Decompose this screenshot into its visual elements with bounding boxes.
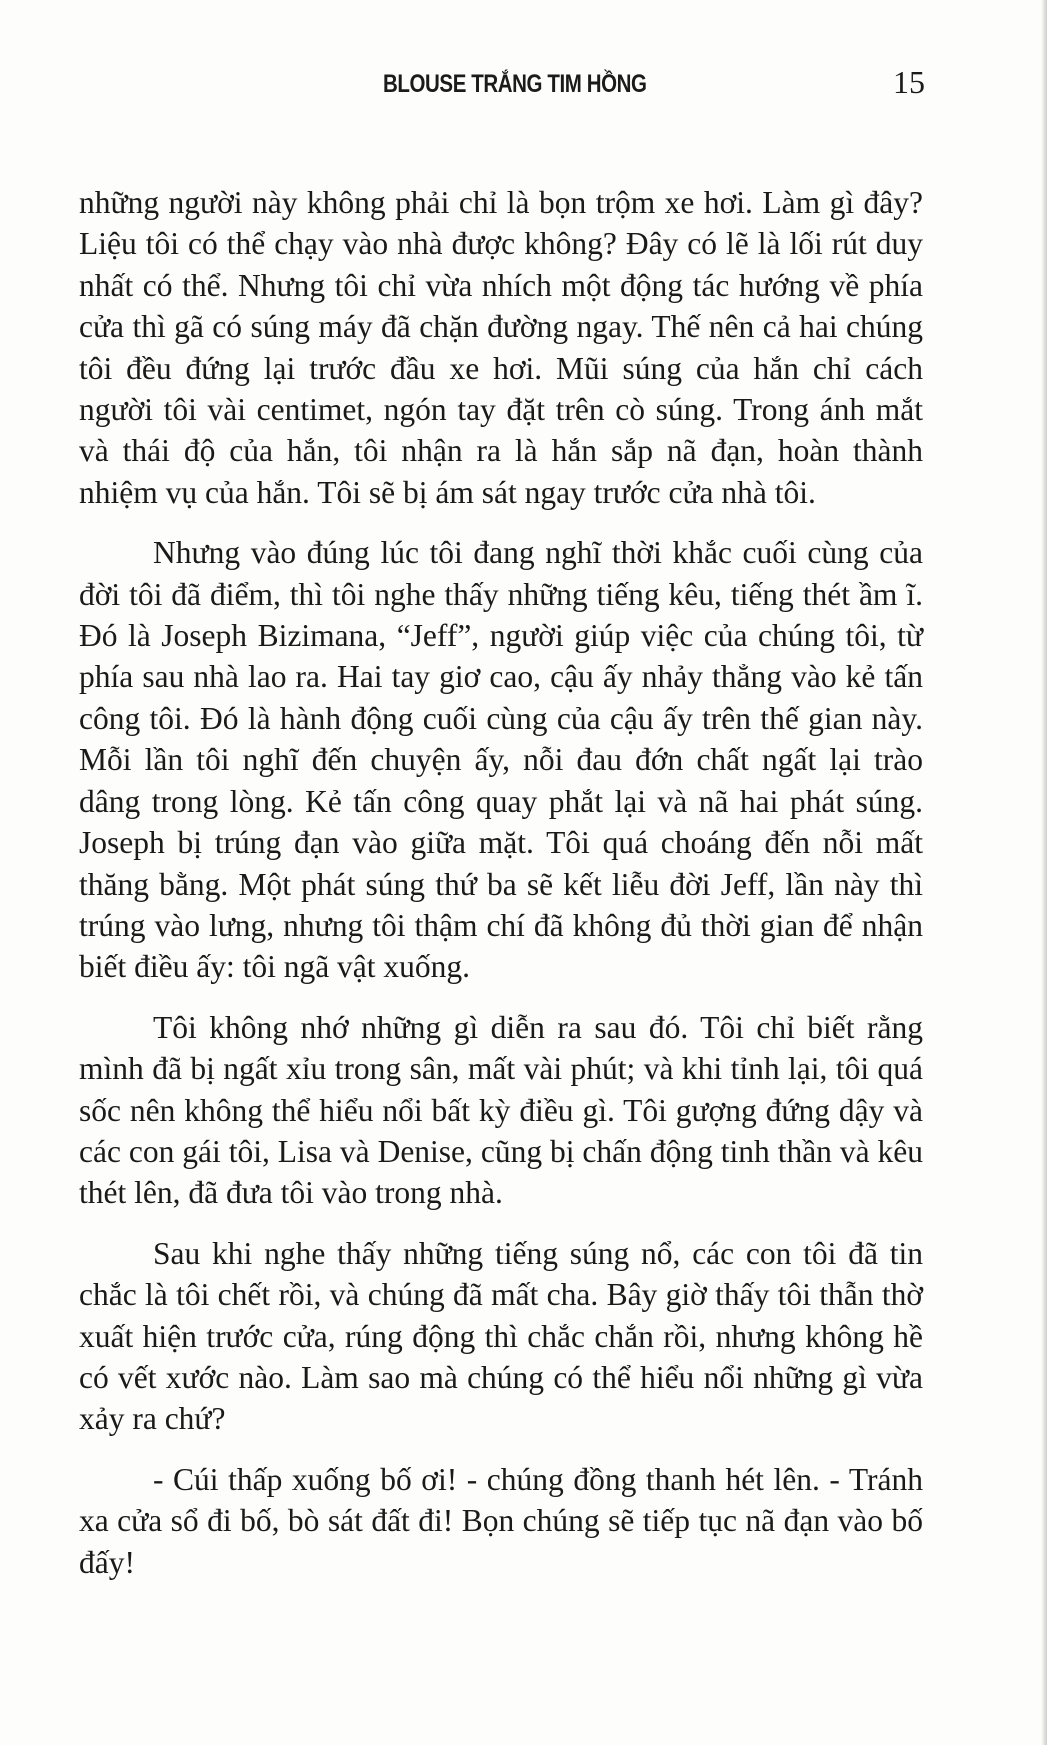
- page-edge-shadow: [1041, 0, 1047, 1745]
- paragraph-3: Tôi không nhớ những gì diễn ra sau đó. Tôi chỉ biết rằng mình đã bị ngất xỉu trong sân, mất vài phút; và khi tỉnh lại, tôi quá sốc nên không thể hiểu nổi bất kỳ điều gì. Tôi gượng đứng dậy và các con gái tôi, Lisa và Denise, cũng bị chấn động tinh thần và kêu thét lên, đã đưa tôi vào trong nhà.: [79, 1009, 923, 1211]
- paragraph-1: những người này không phải chỉ là bọn trộm xe hơi. Làm gì đây? Liệu tôi có thể chạy vào nhà được không? Đây có lẽ là lối rút duy nhất có thể. Nhưng tôi chỉ vừa nhích một động tác hướng về phía cửa thì gã có súng máy đã chặn đường ngay. Thế nên cả hai chúng tôi đều đứng lại trước đầu xe hơi. Mũi súng của hắn chỉ cách người tôi vài centimet, ngón tay đặt trên cò súng. Trong ánh mắt và thái độ của hắn, tôi nhận ra là hắn sắp nã đạn, hoàn thành nhiệm vụ của hắn. Tôi sẽ bị ám sát ngay trước cửa nhà tôi.: [79, 185, 923, 510]
- paragraph-5-dialogue: - Cúi thấp xuống bố ơi! - chúng đồng thanh hét lên. - Tránh xa cửa sổ đi bố, bò sát đất đi! Bọn chúng sẽ tiếp tục nã đạn vào bố đấy!: [79, 1461, 923, 1580]
- running-title: BLOUSE TRẮNG TIM HỒNG: [383, 70, 647, 98]
- paragraph-4: Sau khi nghe thấy những tiếng súng nổ, các con tôi đã tin chắc là tôi chết rồi, và chúng đã mất cha. Bây giờ thấy tôi thẫn thờ xuất hiện trước cửa, rúng động thì chắc chắn rồi, nhưng không hề có vết xước nào. Làm sao mà chúng có thể hiểu nổi những gì vừa xảy ra chứ?: [79, 1235, 923, 1437]
- page-number: 15: [893, 64, 925, 100]
- paragraph-2: Nhưng vào đúng lúc tôi đang nghĩ thời khắc cuối cùng của đời tôi đã điểm, thì tôi nghe thấy những tiếng kêu, tiếng thét ầm ĩ. Đó là Joseph Bizimana, “Jeff”, người giúp việc của chúng tôi, từ phía sau nhà lao ra. Hai tay giơ cao, cậu ấy nhảy thẳng vào kẻ tấn công tôi. Đó là hành động cuối cùng của cậu ấy trên thế gian này. Mỗi lần tôi nghĩ đến chuyện ấy, nỗi đau đớn chất ngất lại trào dâng trong lòng. Kẻ tấn công quay phắt lại và nã hai phát súng. Joseph bị trúng đạn vào giữa mặt. Tôi quá choáng đến nỗi mất thăng bằng. Một phát súng thứ ba sẽ kết liễu đời Jeff, lần này thì trúng vào lưng, nhưng tôi thậm chí đã không đủ thời gian để nhận biết điều ấy: tôi ngã vật xuống.: [79, 535, 923, 985]
- body-text: [79, 182, 923, 1583]
- running-header: [0, 62, 1047, 112]
